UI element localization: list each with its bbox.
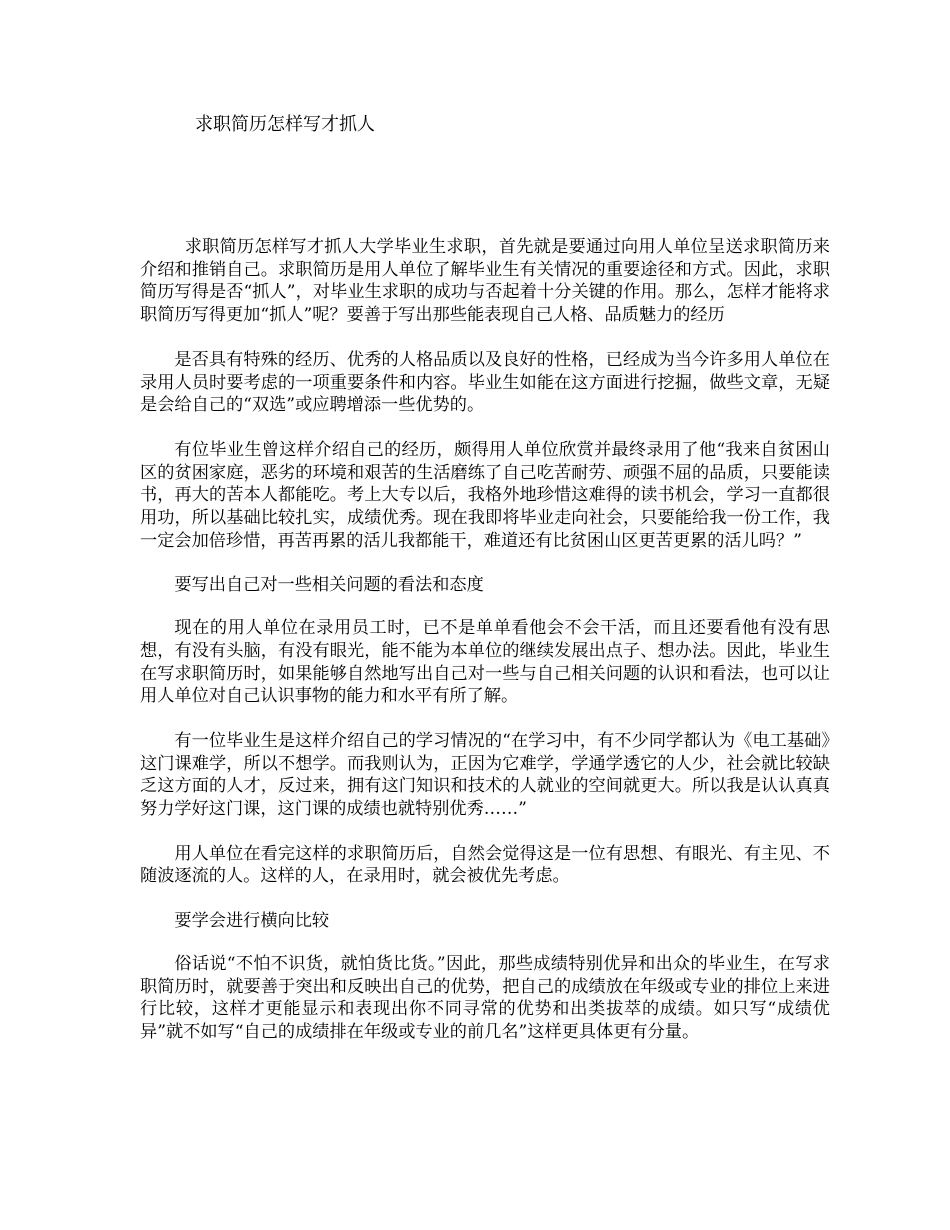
paragraph-intro: 求职简历怎样写才抓人大学毕业生求职，首先就是要通过向用人单位呈送求职简历来介绍和推销自己。求职简历是用人单位了解毕业生有关情况的重要途径和方式。因此，求职简历写得是否“抓人”，对毕业生求职的成功与否起着十分关键的作用。那么，怎样才能将求职简历写得更加“抓人”呢？要善于写出那些能表现自己人格、品质魅力的经历	[140, 237, 830, 326]
document-body	[140, 236, 830, 1066]
paragraph-employer-impression: 用人单位在看完这样的求职简历后，自然会觉得这是一位有思想、有眼光、有主见、不随波逐流的人。这样的人，在录用时，就会被优先考虑。	[140, 843, 830, 887]
paragraph-example-experience: 有位毕业生曾这样介绍自己的经历，颇得用人单位欣赏并最终录用了他“我来自贫困山区的贫困家庭，恶劣的环境和艰苦的生活磨练了自己吃苦耐劳、顽强不屈的品质，只要能读书，再大的苦本人都能吃。考上大专以后，我格外地珍惜这难得的读书机会，学习一直都很用功，所以基础比较扎实，成绩优秀。现在我即将毕业走向社会，只要能给我一份工作，我一定会加倍珍惜，再苦再累的活儿我都能干，难道还有比贫困山区更苦更累的活儿吗？”	[140, 439, 830, 551]
paragraph-comparison: 俗话说“不怕不识货，就怕货比货。”因此，那些成绩特别优异和出众的毕业生，在写求职简历时，就要善于突出和反映出自己的优势，把自己的成绩放在年级或专业的排位上来进行比较，这样才更能显示和表现出你不同寻常的优势和出类拔萃的成绩。如只写“成绩优异”就不如写“自己的成绩排在年级或专业的前几名”这样更具体更有分量。	[140, 953, 830, 1042]
document-title: 求职简历怎样写才抓人	[195, 114, 375, 135]
paragraph-personality: 是否具有特殊的经历、优秀的人格品质以及良好的性格，已经成为当今许多用人单位在录用人员时要考虑的一项重要条件和内容。毕业生如能在这方面进行挖掘，做些文章，无疑是会给自己的“双选”或应聘增添一些优势的。	[140, 349, 830, 416]
paragraph-example-study: 有一位毕业生是这样介绍自己的学习情况的“在学习中，有不少同学都认为《电工基础》这门课难学，所以不想学。而我则认为，正因为它难学，学通学透它的人少，社会就比较缺乏这方面的人才，反过来，拥有这门知识和技术的人就业的空间就更大。所以我是认认真真努力学好这门课，这门课的成绩也就特别优秀……”	[140, 730, 830, 820]
section-heading-comparison: 要学会进行横向比较	[174, 911, 330, 932]
section-heading-views: 要写出自己对一些相关问题的看法和态度	[174, 575, 484, 596]
paragraph-views: 现在的用人单位在录用员工时，已不是单单看他会不会干活，而且还要看他有没有思想，有没有头脑，有没有眼光，能不能为本单位的继续发展出点子、想办法。因此，毕业生在写求职简历时，如果能够自然地写出自己对一些与自己相关问题的认识和看法，也可以让用人单位对自己认识事物的能力和水平有所了解。	[140, 618, 830, 707]
